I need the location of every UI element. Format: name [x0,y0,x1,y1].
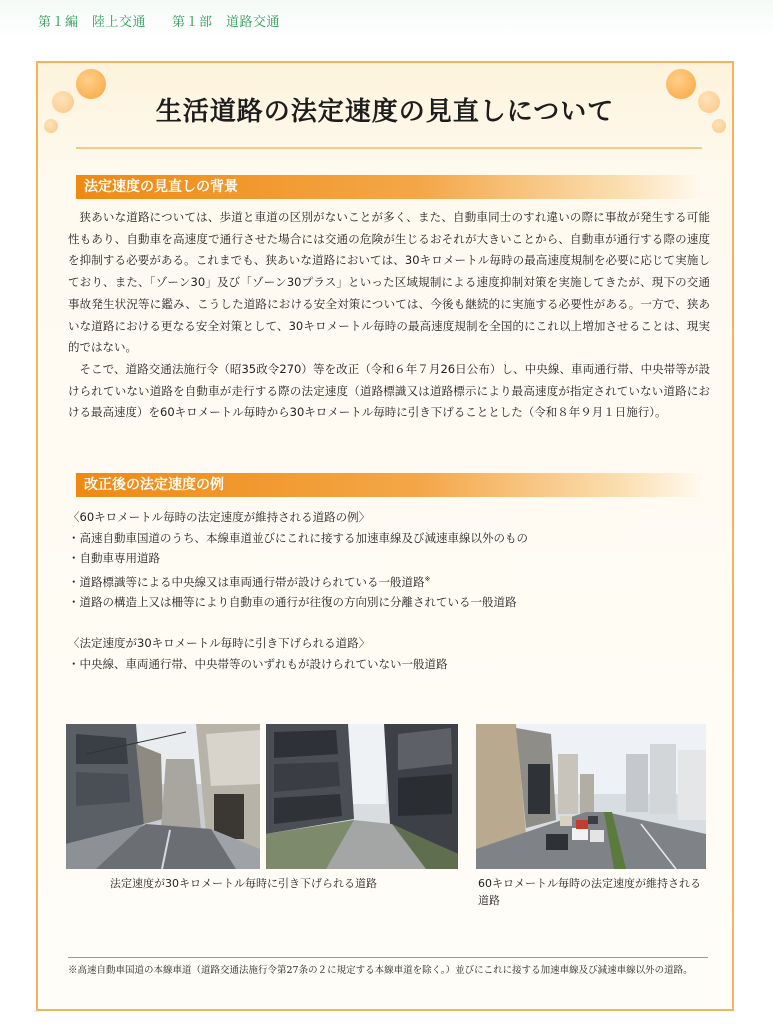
list-item: ・中央線、車両通行帯、中央帯等のいずれもが設けられていない一般道路 [68,656,448,671]
page-header [0,0,773,40]
list-item: ・道路の構造上又は柵等により自動車の通行が往復の方向別に分離されている一般道路 [68,594,517,609]
list-item: ・高速自動車国道のうち、本線車道並びにこれに接する加速車線及び減速車線以外のもの [68,530,528,545]
list-heading: 〈60キロメートル毎時の法定速度が維持される道路の例〉 [68,510,371,524]
page-title: 生活道路の法定速度の見直しについて [155,97,615,127]
paragraph: 狭あいな道路については、歩道と車道の区別がないことが多く、また、自動車同士のすれ違いの際に事故が発生する可能性もあり、自動車を高速度で通行させた場合には交通の危険が生じるおそれが大きいことから、自動車が通行する際の速度を抑制する必要がある。これまでも、狭あいな道路においては、30キロメートル毎時の最高速度規制を必要に応じて実施しており、また、「ゾーン30」及び「ゾーン30プラス」といった区域規制による速度抑制対策を実施してきたが、現下の交通事故発生状況等に鑑み、こうした道路における安全対策については、今後も継続的に実施する必要性がある。一方で、狭あいな道路における更なる安全対策として、30キロメートル毎時の最高速度規制を全国的にこれ以上増加させることは、現実的ではない。 [68,210,710,355]
breadcrumb-section: 第１部 道路交通 [172,15,281,30]
section-heading-examples: 改正後の法定速度の例 [76,473,702,497]
list-item [68,569,708,592]
photo-caption-right: 60キロメートル毎時の法定速度が維持される道路 [478,877,701,907]
footnote: ※高速自動車国道の本線車道（道路交通法施行令第27条の２に規定する本線車道を除く。）並びにこれに接する加速車線及び減速車線以外の道路。 [68,965,693,976]
street-photo-illustration [266,724,458,869]
photo-caption-left: 法定速度が30キロメートル毎時に引き下げられる道路 [110,877,377,890]
paragraph: そこで、道路交通法施行令（昭35政令270）等を改正（令和６年７月26日公布）し、中央線、車両通行帯、中央帯等が設けられていない道路を自動車が走行する際の法定速度（道路標識又は道路標示により最高速度が指定されていない道路における最高速度）を60キロメートル毎時から30キロメートル毎時に引き下げることとした（令和８年９月１日施行）。 [68,361,710,420]
title-divider [76,147,702,149]
list-heading: 〈法定速度が30キロメートル毎時に引き下げられる道路〉 [68,636,371,651]
section-heading-background: 法定速度の見直しの背景 [76,175,702,199]
breadcrumb-part: 第１編 陸上交通 [38,15,147,30]
background-text [68,207,710,424]
article-panel [36,61,734,1011]
photo-wide-road [476,724,706,869]
street-photo-illustration [66,724,260,869]
list-item-text: ・道路標識等による中央線又は車両通行帯が設けられている一般道路 [68,574,425,589]
breadcrumb [38,11,280,30]
list-item: ・自動車専用道路 [68,551,160,565]
photo-narrow-street-2 [266,724,458,869]
examples-list [68,507,708,674]
photo-narrow-street-1 [66,724,260,869]
footnote-mark: ※ [424,574,431,583]
footnote-divider [68,957,708,958]
road-photo-illustration [476,724,706,869]
